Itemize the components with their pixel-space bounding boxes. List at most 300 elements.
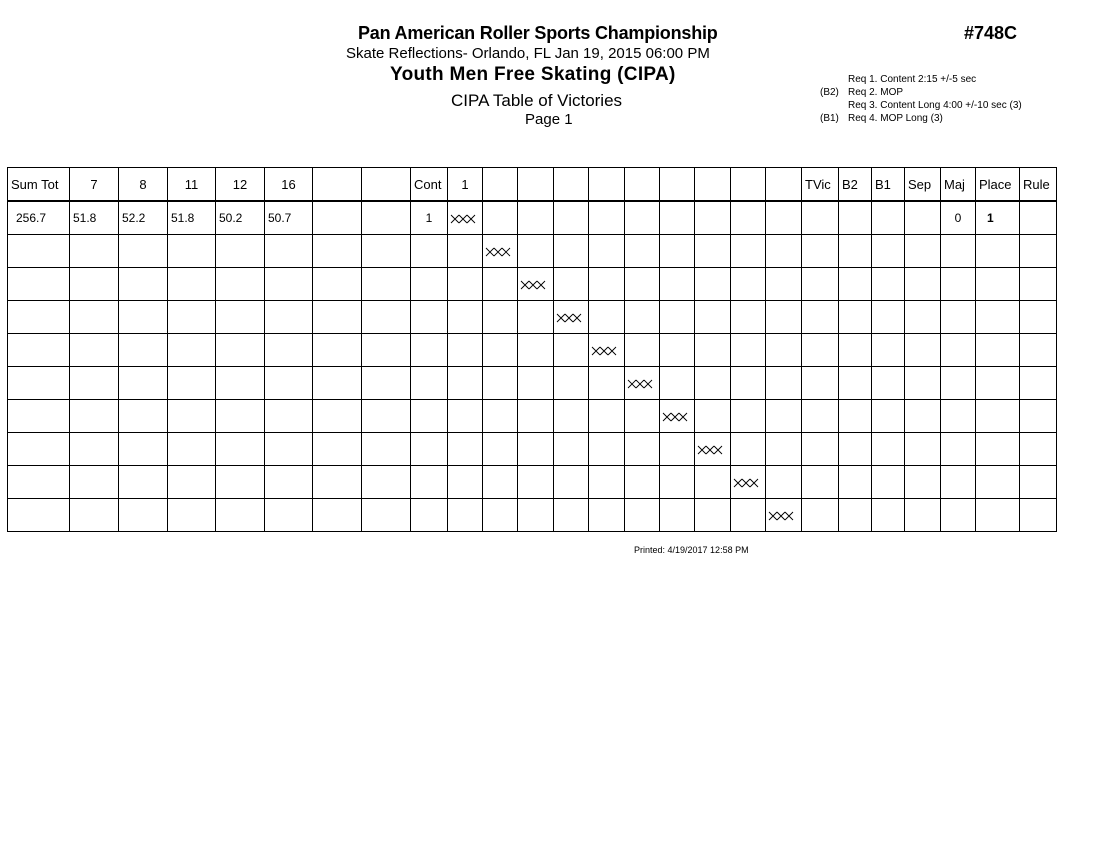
table-cell bbox=[766, 466, 802, 499]
table-cell bbox=[905, 235, 941, 268]
table-cell bbox=[119, 235, 168, 268]
column-header: Sum Tot bbox=[8, 168, 70, 202]
table-cell bbox=[695, 268, 731, 301]
column-header bbox=[483, 168, 518, 202]
table-row bbox=[8, 201, 1057, 235]
table-cell bbox=[216, 268, 265, 301]
table-cell bbox=[70, 268, 119, 301]
column-header bbox=[554, 168, 589, 202]
diagonal-mark-xxx-icon bbox=[627, 378, 653, 388]
table-cell: 52.2 bbox=[119, 201, 168, 235]
column-header bbox=[589, 168, 625, 202]
table-cell bbox=[411, 400, 448, 433]
table-cell bbox=[313, 201, 362, 235]
table-cell bbox=[660, 235, 695, 268]
table-cell bbox=[589, 301, 625, 334]
table-cell bbox=[448, 334, 483, 367]
table-cell bbox=[839, 301, 872, 334]
table-cell bbox=[554, 400, 589, 433]
table-cell bbox=[802, 466, 839, 499]
table-cell bbox=[589, 334, 625, 367]
table-cell bbox=[802, 301, 839, 334]
column-header bbox=[625, 168, 660, 202]
table-cell bbox=[941, 466, 976, 499]
diagonal-mark-xxx-icon bbox=[556, 312, 582, 322]
table-cell bbox=[695, 367, 731, 400]
table-cell bbox=[941, 433, 976, 466]
table-cell bbox=[554, 367, 589, 400]
table-cell bbox=[1020, 268, 1057, 301]
column-header: 12 bbox=[216, 168, 265, 202]
table-cell bbox=[554, 334, 589, 367]
table-cell bbox=[695, 400, 731, 433]
table-cell bbox=[802, 201, 839, 235]
table-cell bbox=[589, 235, 625, 268]
table-cell bbox=[8, 367, 70, 400]
table-cell: 0 bbox=[941, 201, 976, 235]
table-cell bbox=[362, 367, 411, 400]
table-cell bbox=[802, 334, 839, 367]
table-cell bbox=[660, 301, 695, 334]
column-header: B2 bbox=[839, 168, 872, 202]
table-cell bbox=[448, 499, 483, 532]
table-cell: 51.8 bbox=[168, 201, 216, 235]
table-cell bbox=[941, 334, 976, 367]
table-cell bbox=[976, 268, 1020, 301]
table-cell bbox=[8, 400, 70, 433]
victories-table bbox=[7, 167, 1057, 532]
table-row bbox=[8, 466, 1057, 499]
table-cell bbox=[518, 433, 554, 466]
table-cell bbox=[625, 466, 660, 499]
diagonal-mark-xxx-icon bbox=[520, 279, 546, 289]
table-cell bbox=[766, 334, 802, 367]
table-cell bbox=[660, 400, 695, 433]
column-header bbox=[766, 168, 802, 202]
table-cell bbox=[802, 235, 839, 268]
table-cell bbox=[839, 268, 872, 301]
table-header-row bbox=[8, 168, 1057, 202]
table-cell bbox=[518, 367, 554, 400]
table-cell bbox=[70, 499, 119, 532]
table-cell bbox=[660, 201, 695, 235]
table-cell bbox=[1020, 466, 1057, 499]
table-cell bbox=[872, 400, 905, 433]
requirement-text: Req 4. MOP Long (3) bbox=[848, 113, 943, 124]
table-cell bbox=[448, 367, 483, 400]
table-cell bbox=[905, 367, 941, 400]
table-cell bbox=[625, 235, 660, 268]
table-cell bbox=[695, 499, 731, 532]
table-cell bbox=[766, 499, 802, 532]
table-cell bbox=[119, 301, 168, 334]
table-cell bbox=[625, 499, 660, 532]
table-cell bbox=[362, 201, 411, 235]
table-cell bbox=[589, 201, 625, 235]
table-cell bbox=[362, 334, 411, 367]
table-cell bbox=[483, 400, 518, 433]
table-cell bbox=[905, 201, 941, 235]
table-cell bbox=[448, 201, 483, 235]
table-row bbox=[8, 235, 1057, 268]
table-cell bbox=[168, 466, 216, 499]
table-cell bbox=[554, 466, 589, 499]
table-cell bbox=[872, 268, 905, 301]
table-cell bbox=[411, 268, 448, 301]
column-header bbox=[731, 168, 766, 202]
table-cell bbox=[483, 367, 518, 400]
table-cell bbox=[448, 466, 483, 499]
column-header: B1 bbox=[872, 168, 905, 202]
table-cell bbox=[802, 433, 839, 466]
table-cell bbox=[518, 400, 554, 433]
column-header: Rule bbox=[1020, 168, 1057, 202]
table-cell bbox=[731, 433, 766, 466]
table-cell bbox=[168, 268, 216, 301]
table-cell bbox=[1020, 235, 1057, 268]
table-cell bbox=[518, 301, 554, 334]
table-cell bbox=[766, 301, 802, 334]
printed-timestamp: Printed: 4/19/2017 12:58 PM bbox=[634, 545, 749, 555]
table-cell bbox=[362, 466, 411, 499]
column-header: TVic bbox=[802, 168, 839, 202]
table-cell bbox=[589, 466, 625, 499]
table-cell bbox=[8, 268, 70, 301]
table-cell bbox=[554, 301, 589, 334]
table-cell bbox=[941, 499, 976, 532]
table-cell bbox=[660, 334, 695, 367]
table-cell bbox=[731, 466, 766, 499]
table-cell: 50.2 bbox=[216, 201, 265, 235]
table-cell bbox=[766, 201, 802, 235]
table-cell bbox=[216, 400, 265, 433]
table-row bbox=[8, 301, 1057, 334]
table-cell bbox=[362, 301, 411, 334]
table-cell bbox=[313, 268, 362, 301]
table-cell bbox=[8, 466, 70, 499]
table-cell bbox=[362, 400, 411, 433]
table-cell bbox=[660, 433, 695, 466]
table-cell bbox=[660, 268, 695, 301]
table-cell bbox=[168, 499, 216, 532]
table-cell bbox=[313, 466, 362, 499]
table-cell bbox=[976, 301, 1020, 334]
table-cell bbox=[695, 301, 731, 334]
table-cell bbox=[70, 367, 119, 400]
table-cell bbox=[313, 400, 362, 433]
table-row bbox=[8, 367, 1057, 400]
table-cell bbox=[625, 400, 660, 433]
table-cell bbox=[695, 235, 731, 268]
table-cell bbox=[872, 301, 905, 334]
table-cell bbox=[695, 201, 731, 235]
table-cell bbox=[766, 235, 802, 268]
table-cell bbox=[625, 201, 660, 235]
requirement-code: (B1) bbox=[820, 113, 839, 124]
table-cell bbox=[589, 400, 625, 433]
table-cell bbox=[265, 334, 313, 367]
table-cell bbox=[941, 400, 976, 433]
table-cell bbox=[313, 499, 362, 532]
table-cell bbox=[411, 499, 448, 532]
table-cell bbox=[625, 268, 660, 301]
table-row bbox=[8, 400, 1057, 433]
table-cell bbox=[518, 499, 554, 532]
table-cell bbox=[660, 367, 695, 400]
table-cell bbox=[411, 235, 448, 268]
table-cell bbox=[589, 268, 625, 301]
column-header: 8 bbox=[119, 168, 168, 202]
page-number: Page 1 bbox=[525, 111, 573, 128]
table-cell bbox=[362, 235, 411, 268]
table-cell bbox=[905, 433, 941, 466]
table-cell bbox=[448, 268, 483, 301]
column-header: Place bbox=[976, 168, 1020, 202]
table-cell bbox=[483, 499, 518, 532]
table-cell bbox=[70, 400, 119, 433]
diagonal-mark-xxx-icon bbox=[591, 345, 617, 355]
table-cell bbox=[448, 235, 483, 268]
table-cell bbox=[518, 201, 554, 235]
table-cell bbox=[8, 235, 70, 268]
table-cell bbox=[168, 301, 216, 334]
table-cell bbox=[8, 301, 70, 334]
table-cell bbox=[313, 334, 362, 367]
requirement-text: Req 3. Content Long 4:00 +/-10 sec (3) bbox=[848, 100, 1022, 111]
column-header: 7 bbox=[70, 168, 119, 202]
table-cell bbox=[660, 466, 695, 499]
table-cell bbox=[976, 499, 1020, 532]
table-cell bbox=[216, 466, 265, 499]
table-cell bbox=[766, 433, 802, 466]
table-cell bbox=[119, 433, 168, 466]
table-cell: 51.8 bbox=[70, 201, 119, 235]
table-cell bbox=[554, 201, 589, 235]
column-header: 1 bbox=[448, 168, 483, 202]
table-cell bbox=[1020, 201, 1057, 235]
table-cell bbox=[766, 268, 802, 301]
requirement-text: Req 1. Content 2:15 +/-5 sec bbox=[848, 74, 977, 85]
table-cell bbox=[313, 367, 362, 400]
table-cell bbox=[695, 466, 731, 499]
table-cell bbox=[168, 367, 216, 400]
table-row bbox=[8, 334, 1057, 367]
column-header: Sep bbox=[905, 168, 941, 202]
table-cell bbox=[802, 400, 839, 433]
table-cell bbox=[802, 499, 839, 532]
table-cell bbox=[448, 301, 483, 334]
table-cell bbox=[554, 268, 589, 301]
table-cell bbox=[411, 367, 448, 400]
table-cell bbox=[839, 433, 872, 466]
table-cell bbox=[839, 400, 872, 433]
table-cell bbox=[362, 268, 411, 301]
table-cell: 1 bbox=[976, 201, 1020, 235]
table-cell bbox=[839, 235, 872, 268]
table-title: CIPA Table of Victories bbox=[451, 91, 623, 110]
table-cell bbox=[905, 301, 941, 334]
table-cell bbox=[265, 235, 313, 268]
requirement-code: (B2) bbox=[820, 87, 839, 98]
column-header bbox=[362, 168, 411, 202]
table-cell: 1 bbox=[411, 201, 448, 235]
table-cell bbox=[872, 235, 905, 268]
table-cell bbox=[411, 301, 448, 334]
table-cell bbox=[625, 301, 660, 334]
table-cell bbox=[1020, 433, 1057, 466]
table-cell bbox=[905, 334, 941, 367]
table-cell bbox=[766, 367, 802, 400]
table-cell bbox=[168, 433, 216, 466]
table-cell bbox=[976, 400, 1020, 433]
table-cell bbox=[119, 367, 168, 400]
table-cell bbox=[695, 433, 731, 466]
table-cell bbox=[313, 301, 362, 334]
table-cell bbox=[839, 334, 872, 367]
event-venue-date: Skate Reflections- Orlando, FL Jan 19, 2015 06:00 PM bbox=[346, 45, 710, 62]
event-number: #748C bbox=[964, 23, 1018, 43]
table-cell bbox=[839, 367, 872, 400]
table-cell bbox=[872, 499, 905, 532]
table-cell bbox=[905, 466, 941, 499]
diagonal-mark-xxx-icon bbox=[450, 213, 476, 223]
table-cell bbox=[802, 268, 839, 301]
table-cell bbox=[554, 499, 589, 532]
table-cell bbox=[1020, 301, 1057, 334]
table-cell bbox=[554, 235, 589, 268]
table-cell bbox=[518, 268, 554, 301]
table-cell: 256.7 bbox=[8, 201, 70, 235]
table-cell bbox=[554, 433, 589, 466]
table-cell bbox=[483, 201, 518, 235]
table-cell bbox=[119, 268, 168, 301]
table-cell bbox=[448, 433, 483, 466]
table-cell bbox=[70, 334, 119, 367]
table-cell bbox=[1020, 334, 1057, 367]
table-cell bbox=[168, 334, 216, 367]
table-cell bbox=[216, 499, 265, 532]
table-cell bbox=[119, 400, 168, 433]
table-cell bbox=[518, 334, 554, 367]
table-cell bbox=[872, 201, 905, 235]
diagonal-mark-xxx-icon bbox=[697, 444, 723, 454]
table-cell bbox=[216, 334, 265, 367]
table-cell bbox=[216, 367, 265, 400]
table-cell bbox=[216, 301, 265, 334]
diagonal-mark-xxx-icon bbox=[485, 246, 511, 256]
table-cell bbox=[483, 334, 518, 367]
table-cell bbox=[265, 433, 313, 466]
event-title: Pan American Roller Sports Championship bbox=[358, 23, 718, 43]
requirement-text: Req 2. MOP bbox=[848, 87, 904, 98]
table-cell bbox=[483, 466, 518, 499]
table-row bbox=[8, 499, 1057, 532]
table-cell bbox=[589, 367, 625, 400]
table-cell bbox=[216, 235, 265, 268]
table-cell bbox=[362, 433, 411, 466]
table-row bbox=[8, 268, 1057, 301]
table-cell bbox=[802, 367, 839, 400]
table-cell bbox=[731, 499, 766, 532]
table-cell bbox=[119, 334, 168, 367]
table-cell bbox=[872, 466, 905, 499]
table-cell: 50.7 bbox=[265, 201, 313, 235]
table-cell bbox=[731, 367, 766, 400]
table-cell bbox=[941, 235, 976, 268]
table-cell bbox=[518, 235, 554, 268]
table-cell bbox=[1020, 367, 1057, 400]
table-row bbox=[8, 433, 1057, 466]
table-cell bbox=[905, 400, 941, 433]
table-cell bbox=[265, 499, 313, 532]
column-header: 11 bbox=[168, 168, 216, 202]
table-cell bbox=[119, 499, 168, 532]
table-cell bbox=[625, 334, 660, 367]
column-header bbox=[518, 168, 554, 202]
table-cell bbox=[313, 235, 362, 268]
table-cell bbox=[448, 400, 483, 433]
table-cell bbox=[731, 201, 766, 235]
table-cell bbox=[265, 301, 313, 334]
table-cell bbox=[265, 400, 313, 433]
table-cell bbox=[265, 367, 313, 400]
table-cell bbox=[976, 433, 1020, 466]
table-cell bbox=[625, 433, 660, 466]
diagonal-mark-xxx-icon bbox=[662, 411, 688, 421]
table-cell bbox=[731, 301, 766, 334]
table-cell bbox=[976, 466, 1020, 499]
table-cell bbox=[483, 301, 518, 334]
table-cell bbox=[839, 201, 872, 235]
table-cell bbox=[8, 499, 70, 532]
diagonal-mark-xxx-icon bbox=[768, 510, 794, 520]
table-cell bbox=[731, 400, 766, 433]
table-cell bbox=[216, 433, 265, 466]
table-cell bbox=[976, 367, 1020, 400]
table-cell bbox=[70, 433, 119, 466]
table-cell bbox=[483, 235, 518, 268]
table-cell bbox=[265, 268, 313, 301]
table-cell bbox=[589, 433, 625, 466]
table-cell bbox=[8, 433, 70, 466]
table-cell bbox=[362, 499, 411, 532]
table-cell bbox=[411, 433, 448, 466]
table-cell bbox=[660, 499, 695, 532]
table-cell bbox=[941, 367, 976, 400]
table-cell bbox=[839, 499, 872, 532]
table-cell bbox=[483, 268, 518, 301]
table-cell bbox=[589, 499, 625, 532]
column-header: Cont bbox=[411, 168, 448, 202]
column-header: Maj bbox=[941, 168, 976, 202]
table-cell bbox=[483, 433, 518, 466]
table-cell bbox=[1020, 400, 1057, 433]
table-cell bbox=[766, 400, 802, 433]
table-cell bbox=[411, 334, 448, 367]
table-cell bbox=[905, 499, 941, 532]
table-cell bbox=[625, 367, 660, 400]
column-header bbox=[695, 168, 731, 202]
table-cell bbox=[872, 334, 905, 367]
column-header bbox=[660, 168, 695, 202]
table-cell bbox=[518, 466, 554, 499]
table-cell bbox=[313, 433, 362, 466]
column-header: 16 bbox=[265, 168, 313, 202]
table-cell bbox=[695, 334, 731, 367]
table-cell bbox=[1020, 499, 1057, 532]
column-header bbox=[313, 168, 362, 202]
table-cell bbox=[70, 235, 119, 268]
